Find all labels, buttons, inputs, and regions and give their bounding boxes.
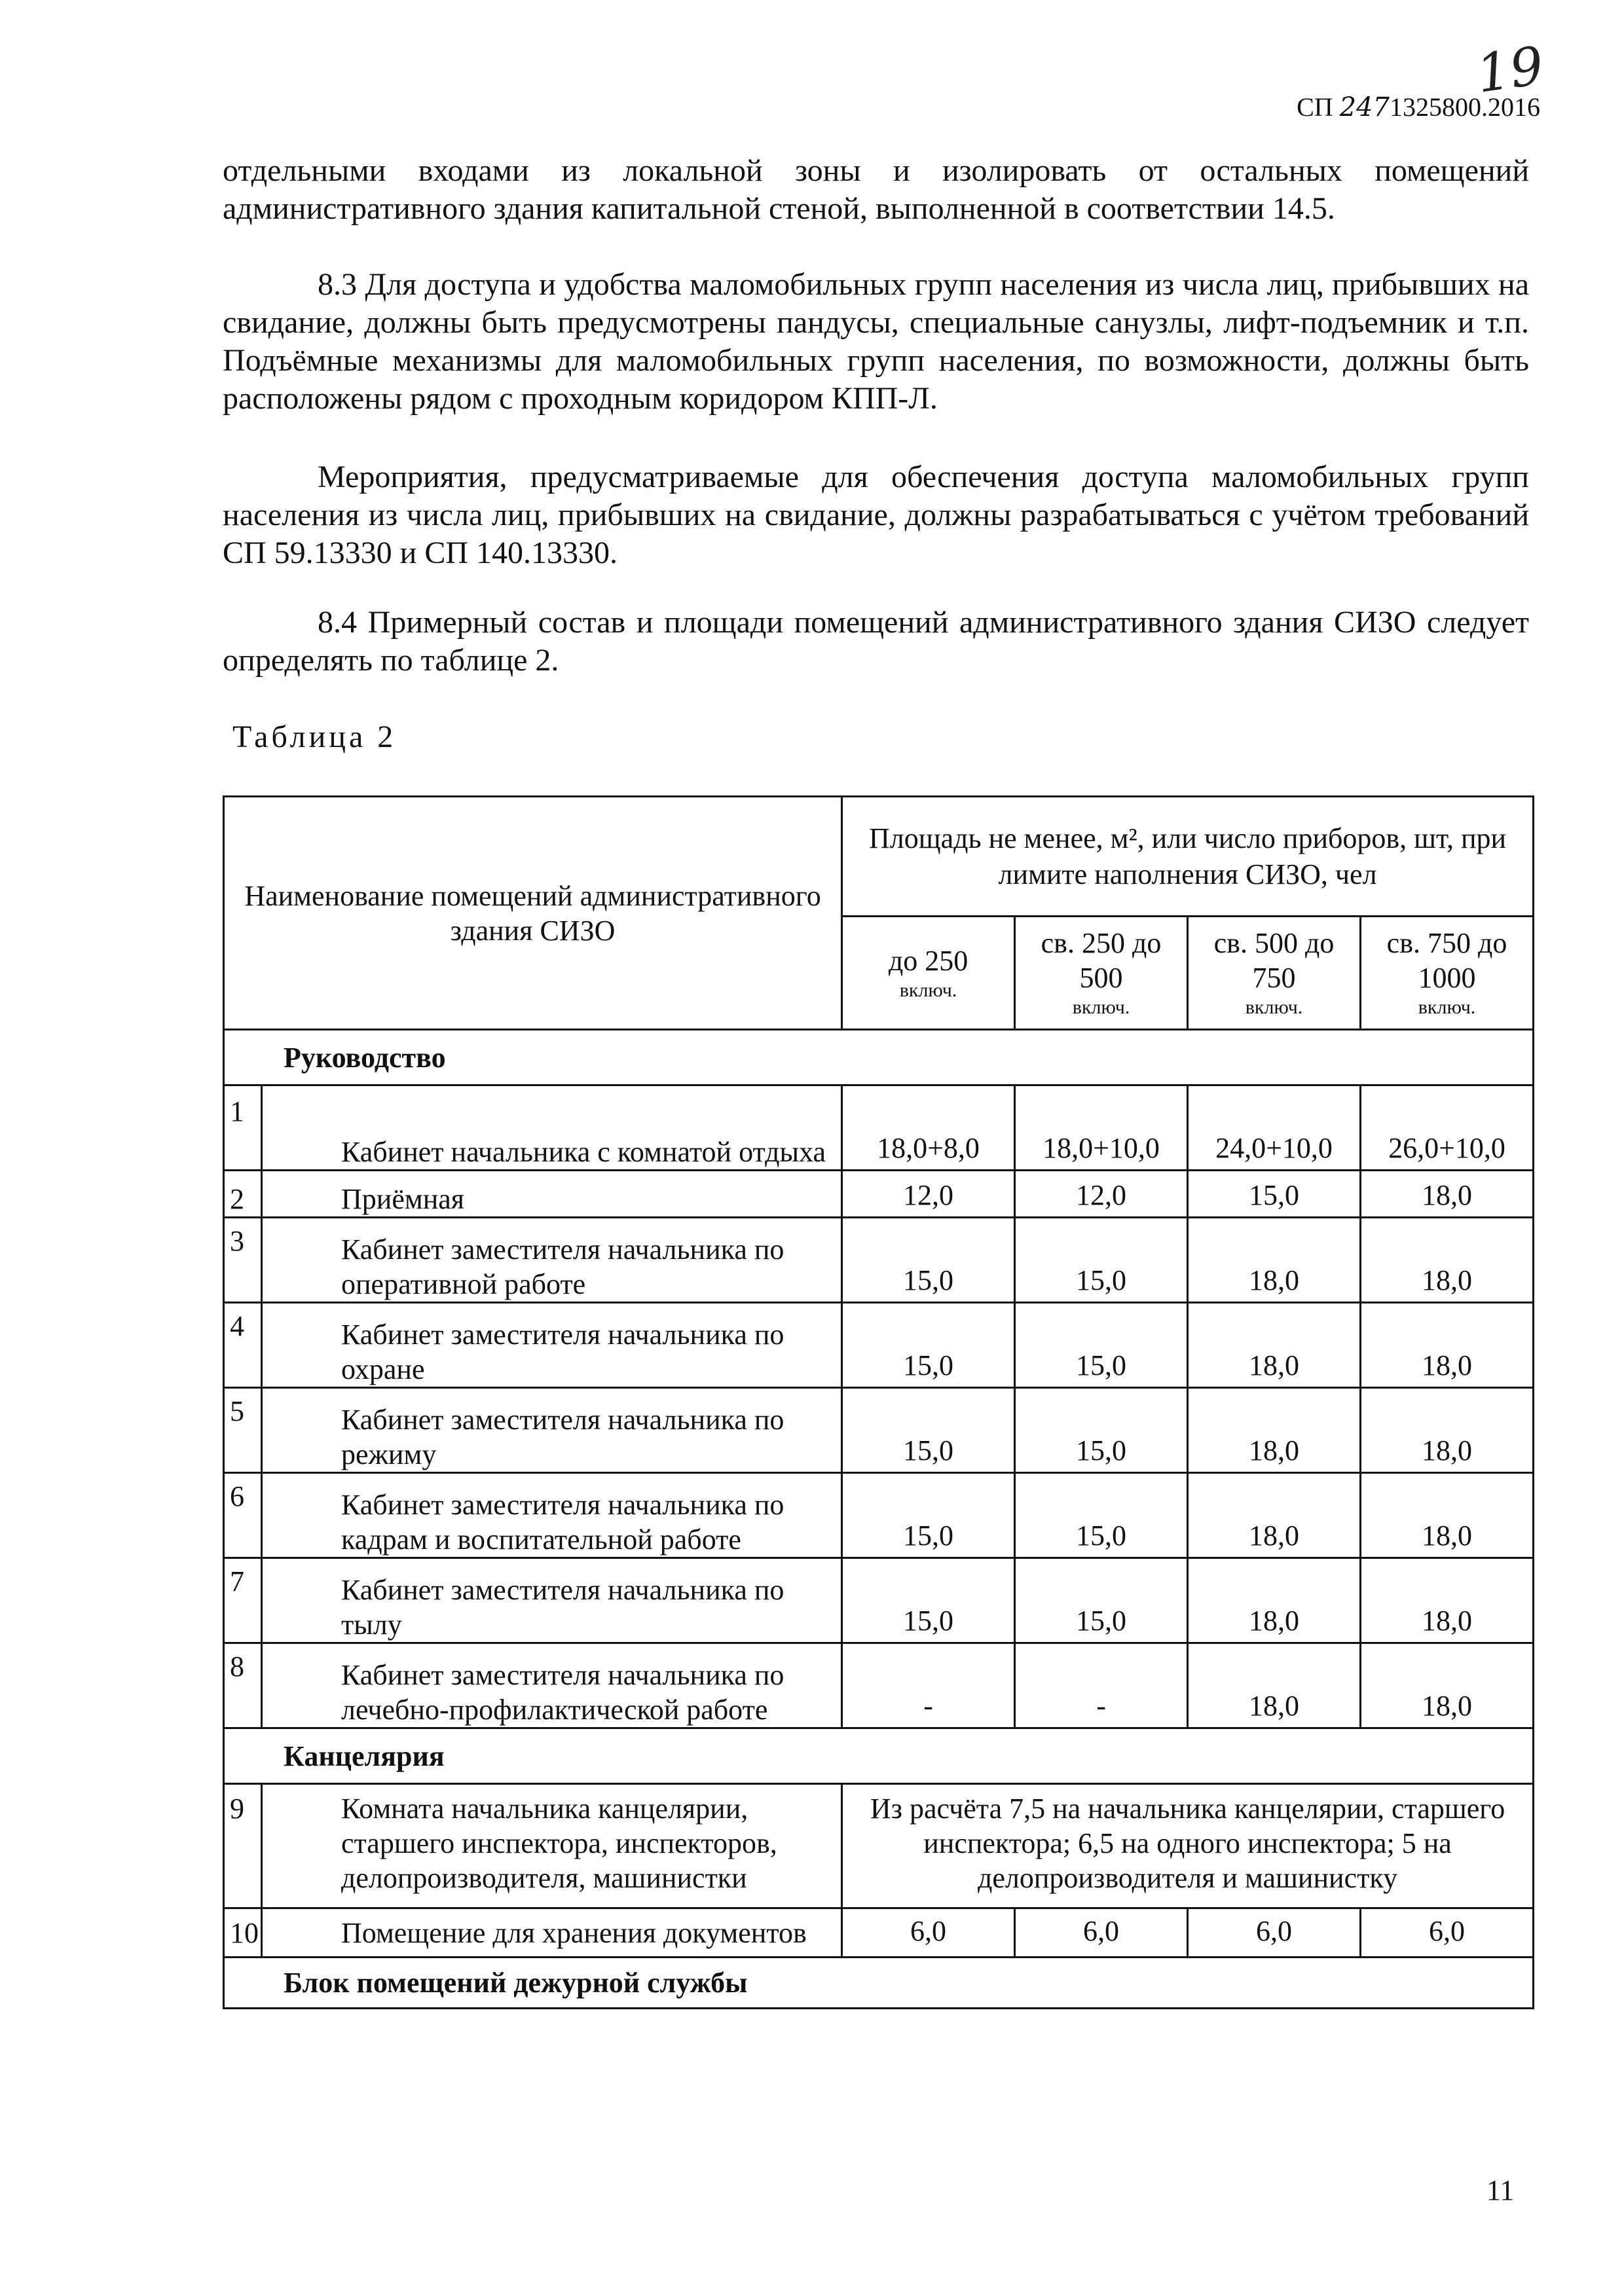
table-row — [224, 1171, 1534, 1218]
area-value: 6,0 — [1361, 1908, 1534, 1958]
room-name: Кабинет начальника с комнатой отдыха — [262, 1085, 842, 1171]
room-name: Кабинет заместителя начальника по режиму — [262, 1388, 842, 1473]
area-value: 6,0 — [1015, 1908, 1188, 1958]
area-value: 15,0 — [1188, 1171, 1361, 1218]
area-value: 18,0 — [1361, 1558, 1534, 1643]
row-number: 2 — [224, 1171, 262, 1218]
area-value: 15,0 — [842, 1303, 1015, 1388]
area-value: 24,0+10,0 — [1188, 1085, 1361, 1171]
column-header — [1361, 917, 1534, 1030]
column-header-main: до 250 — [888, 944, 969, 977]
area-value: 18,0 — [1361, 1388, 1534, 1473]
room-name: Помещение для хранения документов — [262, 1908, 842, 1958]
area-value: 6,0 — [842, 1908, 1015, 1958]
room-name: Комната начальника канцелярии, старшего инспектора, инспекторов, делопроизводителя, машинистки — [262, 1784, 842, 1908]
area-value: 15,0 — [1015, 1388, 1188, 1473]
area-value: 15,0 — [1015, 1303, 1188, 1388]
column-header-main: св. 750 до 1000 — [1386, 927, 1507, 994]
paragraph-measures — [223, 458, 1529, 572]
area-value: 18,0 — [1361, 1303, 1534, 1388]
paragraph-8-3-text: 8.3 Для доступа и удобства маломобильных групп населения из числа лиц, прибывших на свидание, должны быть предусмотрены пандусы, специальные санузлы, лифт-подъемник и т.п. Подъёмные механизмы для маломобильных групп населения, по возможности, должны быть расположены рядом с проходным коридором КПП-Л. — [223, 267, 1529, 416]
room-name: Кабинет заместителя начальника по тылу — [262, 1558, 842, 1643]
area-value: 18,0 — [1188, 1643, 1361, 1728]
area-value: 15,0 — [842, 1218, 1015, 1303]
section-row — [224, 1958, 1534, 2009]
table-row — [224, 1388, 1534, 1473]
table-row — [224, 1908, 1534, 1958]
area-value: 15,0 — [1015, 1218, 1188, 1303]
room-name: Кабинет заместителя начальника по лечебно-профилактической работе — [262, 1643, 842, 1728]
area-value: 18,0 — [1188, 1218, 1361, 1303]
area-value: 18,0 — [1188, 1388, 1361, 1473]
area-value: 15,0 — [1015, 1558, 1188, 1643]
row-number: 8 — [224, 1643, 262, 1728]
area-value: 18,0+8,0 — [842, 1085, 1015, 1171]
name-column-header: Наименование помещений административного здания СИЗО — [224, 797, 842, 1030]
section-title: Канцелярия — [224, 1728, 1534, 1784]
rooms-table — [223, 795, 1534, 2009]
table-row — [224, 1473, 1534, 1558]
room-name: Кабинет заместителя начальника по охране — [262, 1303, 842, 1388]
row-number: 6 — [224, 1473, 262, 1558]
table-row — [224, 1303, 1534, 1388]
column-header — [1188, 917, 1361, 1030]
row-number: 4 — [224, 1303, 262, 1388]
area-value: 18,0+10,0 — [1015, 1085, 1188, 1171]
area-value: 15,0 — [842, 1388, 1015, 1473]
area-group-header: Площадь не менее, м², или число приборов, шт, при лимите наполнения СИЗО, чел — [842, 797, 1534, 917]
page-number: 11 — [1486, 2174, 1515, 2206]
section-row — [224, 1728, 1534, 1784]
area-value: - — [842, 1643, 1015, 1728]
handwritten-page-number: 19 — [1473, 35, 1547, 105]
area-value: 12,0 — [842, 1171, 1015, 1218]
row-number: 10 — [224, 1908, 262, 1958]
area-value: 18,0 — [1361, 1218, 1534, 1303]
document-code-handwritten: 247 — [1339, 92, 1390, 122]
area-value: - — [1015, 1643, 1188, 1728]
room-name: Кабинет заместителя начальника по кадрам и воспитательной работе — [262, 1473, 842, 1558]
table-header-row — [224, 797, 1534, 917]
table-row — [224, 1085, 1534, 1171]
table-row — [224, 1558, 1534, 1643]
area-value: 12,0 — [1015, 1171, 1188, 1218]
column-header-note: включ. — [899, 979, 957, 1001]
column-header — [1015, 917, 1188, 1030]
area-value: 18,0 — [1188, 1473, 1361, 1558]
area-value: 18,0 — [1188, 1558, 1361, 1643]
row-number: 1 — [224, 1085, 262, 1171]
document-code — [1297, 92, 1540, 122]
row-number: 3 — [224, 1218, 262, 1303]
table-row — [224, 1784, 1534, 1908]
row-number: 5 — [224, 1388, 262, 1473]
area-value: 18,0 — [1361, 1473, 1534, 1558]
paragraph-continuation: отдельными входами из локальной зоны и изолировать от остальных помещений административного здания капитальной стеной, выполненной в соответствии 14.5. — [223, 153, 1529, 226]
area-calculation-note: Из расчёта 7,5 на начальника канцелярии, старшего инспектора; 6,5 на одного инспектора; 5 на делопроизводителя и машинистку — [842, 1784, 1534, 1908]
paragraph-8-3 — [223, 266, 1529, 418]
area-value: 15,0 — [842, 1473, 1015, 1558]
column-header-note: включ. — [1245, 996, 1303, 1018]
paragraph-8-4-text: 8.4 Примерный состав и площади помещений административного здания СИЗО следует определять по таблице 2. — [223, 605, 1529, 678]
column-header-note: включ. — [1072, 996, 1130, 1018]
room-name: Кабинет заместителя начальника по оперативной работе — [262, 1218, 842, 1303]
row-number: 7 — [224, 1558, 262, 1643]
column-header — [842, 917, 1015, 1030]
section-title: Блок помещений дежурной службы — [224, 1958, 1534, 2009]
area-value: 15,0 — [842, 1558, 1015, 1643]
area-value: 18,0 — [1361, 1171, 1534, 1218]
paragraph-measures-text: Мероприятия, предусматриваемые для обеспечения доступа маломобильных групп населения из числа лиц, прибывших на свидание, должны разрабатываться с учётом требований СП 59.13330 и СП 140.13330. — [223, 460, 1529, 570]
area-value: 15,0 — [1015, 1473, 1188, 1558]
room-name: Приёмная — [262, 1171, 842, 1218]
column-header-main: св. 250 до 500 — [1041, 927, 1162, 994]
paragraph-8-4 — [223, 604, 1529, 680]
table-row — [224, 1218, 1534, 1303]
table-row — [224, 1643, 1534, 1728]
area-value: 26,0+10,0 — [1361, 1085, 1534, 1171]
area-value: 18,0 — [1361, 1643, 1534, 1728]
column-header-main: св. 500 до 750 — [1213, 927, 1335, 994]
document-code-prefix: СП — [1297, 92, 1340, 122]
row-number: 9 — [224, 1784, 262, 1908]
section-title: Руководство — [224, 1030, 1534, 1085]
section-row — [224, 1030, 1534, 1085]
table-caption: Таблица 2 — [232, 720, 397, 754]
area-value: 18,0 — [1188, 1303, 1361, 1388]
document-code-suffix: 1325800.2016 — [1390, 92, 1540, 122]
column-header-note: включ. — [1418, 996, 1476, 1018]
area-value: 6,0 — [1188, 1908, 1361, 1958]
